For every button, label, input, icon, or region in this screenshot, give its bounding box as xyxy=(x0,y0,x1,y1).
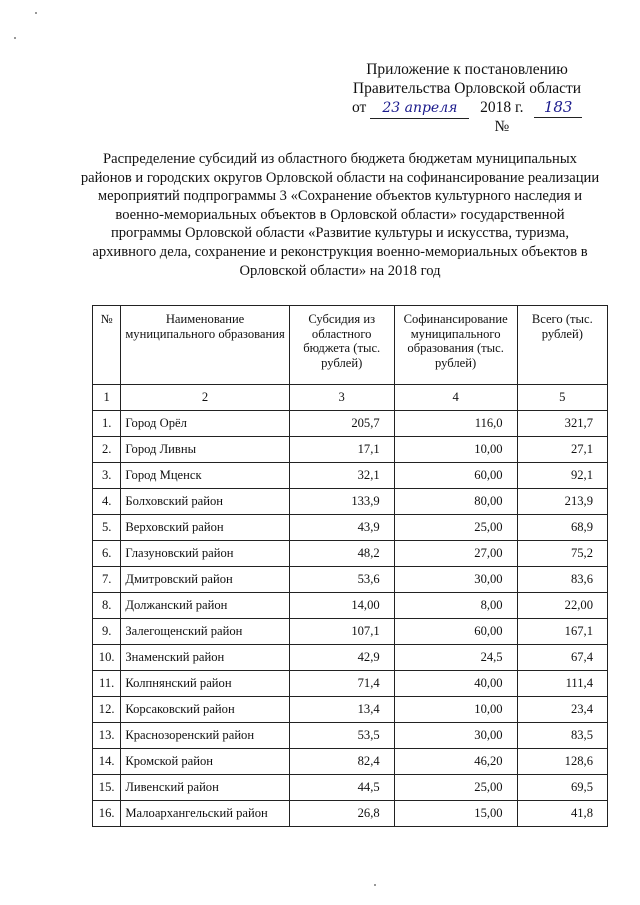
municipality-name: Малоархангельский район xyxy=(121,801,289,827)
total-value: 27,1 xyxy=(517,437,607,463)
row-number: 11. xyxy=(93,671,121,697)
table-row xyxy=(93,697,608,723)
municipality-name: Кромской район xyxy=(121,749,289,775)
row-number: 9. xyxy=(93,619,121,645)
header-prefix: от xyxy=(352,99,367,116)
table-row xyxy=(93,801,608,827)
cofinancing-value: 8,00 xyxy=(394,593,517,619)
municipality-name: Залегощенский район xyxy=(121,619,289,645)
municipality-name: Колпнянский район xyxy=(121,671,289,697)
header-total: Всего (тыс. рублей) xyxy=(517,306,607,385)
table-row xyxy=(93,619,608,645)
total-value: 128,6 xyxy=(517,749,607,775)
total-value: 23,4 xyxy=(517,697,607,723)
column-number: 3 xyxy=(289,385,394,411)
column-number: 4 xyxy=(394,385,517,411)
municipality-name: Знаменский район xyxy=(121,645,289,671)
subsidy-value: 71,4 xyxy=(289,671,394,697)
row-number: 10. xyxy=(93,645,121,671)
row-number: 7. xyxy=(93,567,121,593)
header-year: 2018 г. № xyxy=(480,99,524,135)
row-number: 13. xyxy=(93,723,121,749)
table-row xyxy=(93,567,608,593)
header-line-3 xyxy=(352,98,582,136)
total-value: 75,2 xyxy=(517,541,607,567)
cofinancing-value: 25,00 xyxy=(394,515,517,541)
municipality-name: Город Ливны xyxy=(121,437,289,463)
total-value: 68,9 xyxy=(517,515,607,541)
table-row xyxy=(93,463,608,489)
cofinancing-value: 46,20 xyxy=(394,749,517,775)
subsidy-value: 42,9 xyxy=(289,645,394,671)
total-value: 22,00 xyxy=(517,593,607,619)
municipality-name: Город Мценск xyxy=(121,463,289,489)
subsidy-value: 32,1 xyxy=(289,463,394,489)
header-cofinancing: Софинансирование муниципального образования (тыс. рублей) xyxy=(394,306,517,385)
cofinancing-value: 25,00 xyxy=(394,775,517,801)
cofinancing-value: 15,00 xyxy=(394,801,517,827)
table-row xyxy=(93,775,608,801)
subsidy-value: 14,00 xyxy=(289,593,394,619)
table-row xyxy=(93,515,608,541)
row-number: 8. xyxy=(93,593,121,619)
column-number: 5 xyxy=(517,385,607,411)
municipality-name: Ливенский район xyxy=(121,775,289,801)
total-value: 167,1 xyxy=(517,619,607,645)
total-value: 41,8 xyxy=(517,801,607,827)
row-number: 14. xyxy=(93,749,121,775)
table-row xyxy=(93,645,608,671)
subsidy-value: 17,1 xyxy=(289,437,394,463)
document-title: Распределение субсидий из областного бюджета бюджетам муниципальных районов и городских округов Орловской области на софинансирование реализации мероприятий подпрограммы 3 «Сохранение объектов культурного наследия и военно-мемориальных объектов в Орловской области» государственной программы Орловской области «Развитие культуры и искусства, туризма, архивного дела, сохранение и реконструкция военно-мемориальных объектов в Орловской области» на 2018 год xyxy=(80,151,600,279)
row-number: 4. xyxy=(93,489,121,515)
header-no: № xyxy=(93,306,121,385)
header-line-2: Правительства Орловской области xyxy=(352,80,582,97)
column-number-row xyxy=(93,385,608,411)
scan-speck xyxy=(14,37,16,39)
municipality-name: Корсаковский район xyxy=(121,697,289,723)
scan-speck xyxy=(374,884,376,886)
subsidy-value: 13,4 xyxy=(289,697,394,723)
subsidy-value: 26,8 xyxy=(289,801,394,827)
municipality-name: Верховский район xyxy=(121,515,289,541)
total-value: 83,6 xyxy=(517,567,607,593)
subsidy-table xyxy=(92,305,608,827)
total-value: 92,1 xyxy=(517,463,607,489)
approval-header xyxy=(352,60,582,136)
subsidy-value: 43,9 xyxy=(289,515,394,541)
cofinancing-value: 60,00 xyxy=(394,463,517,489)
row-number: 16. xyxy=(93,801,121,827)
municipality-name: Город Орёл xyxy=(121,411,289,437)
subsidy-value: 48,2 xyxy=(289,541,394,567)
cofinancing-value: 116,0 xyxy=(394,411,517,437)
total-value: 83,5 xyxy=(517,723,607,749)
handwritten-date: 23 апреля xyxy=(370,99,469,119)
header-line-1: Приложение к постановлению xyxy=(366,61,568,78)
cofinancing-value: 10,00 xyxy=(394,697,517,723)
subsidy-value: 205,7 xyxy=(289,411,394,437)
subsidy-value: 107,1 xyxy=(289,619,394,645)
row-number: 6. xyxy=(93,541,121,567)
cofinancing-value: 24,5 xyxy=(394,645,517,671)
cofinancing-value: 27,00 xyxy=(394,541,517,567)
table-row xyxy=(93,593,608,619)
subsidy-value: 82,4 xyxy=(289,749,394,775)
table-row xyxy=(93,489,608,515)
table-row xyxy=(93,671,608,697)
total-value: 69,5 xyxy=(517,775,607,801)
row-number: 2. xyxy=(93,437,121,463)
subsidy-value: 133,9 xyxy=(289,489,394,515)
municipality-name: Краснозоренский район xyxy=(121,723,289,749)
column-number: 1 xyxy=(93,385,121,411)
total-value: 321,7 xyxy=(517,411,607,437)
cofinancing-value: 30,00 xyxy=(394,567,517,593)
row-number: 1. xyxy=(93,411,121,437)
column-number: 2 xyxy=(121,385,289,411)
row-number: 12. xyxy=(93,697,121,723)
subsidy-value: 44,5 xyxy=(289,775,394,801)
table-row xyxy=(93,541,608,567)
cofinancing-value: 40,00 xyxy=(394,671,517,697)
total-value: 67,4 xyxy=(517,645,607,671)
row-number: 3. xyxy=(93,463,121,489)
cofinancing-value: 60,00 xyxy=(394,619,517,645)
subsidy-value: 53,6 xyxy=(289,567,394,593)
total-value: 213,9 xyxy=(517,489,607,515)
table-row xyxy=(93,411,608,437)
table-row xyxy=(93,437,608,463)
municipality-name: Глазуновский район xyxy=(121,541,289,567)
header-subsidy: Субсидия из областного бюджета (тыс. рублей) xyxy=(289,306,394,385)
row-number: 15. xyxy=(93,775,121,801)
scan-speck xyxy=(35,12,37,14)
table-row xyxy=(93,749,608,775)
total-value: 111,4 xyxy=(517,671,607,697)
municipality-name: Должанский район xyxy=(121,593,289,619)
cofinancing-value: 10,00 xyxy=(394,437,517,463)
cofinancing-value: 30,00 xyxy=(394,723,517,749)
cofinancing-value: 80,00 xyxy=(394,489,517,515)
table-row xyxy=(93,723,608,749)
municipality-name: Болховский район xyxy=(121,489,289,515)
municipality-name: Дмитровский район xyxy=(121,567,289,593)
row-number: 5. xyxy=(93,515,121,541)
handwritten-number: 183 xyxy=(534,98,582,118)
header-name: Наименование муниципального образования xyxy=(121,306,289,385)
table-header-row xyxy=(93,306,608,385)
subsidy-value: 53,5 xyxy=(289,723,394,749)
